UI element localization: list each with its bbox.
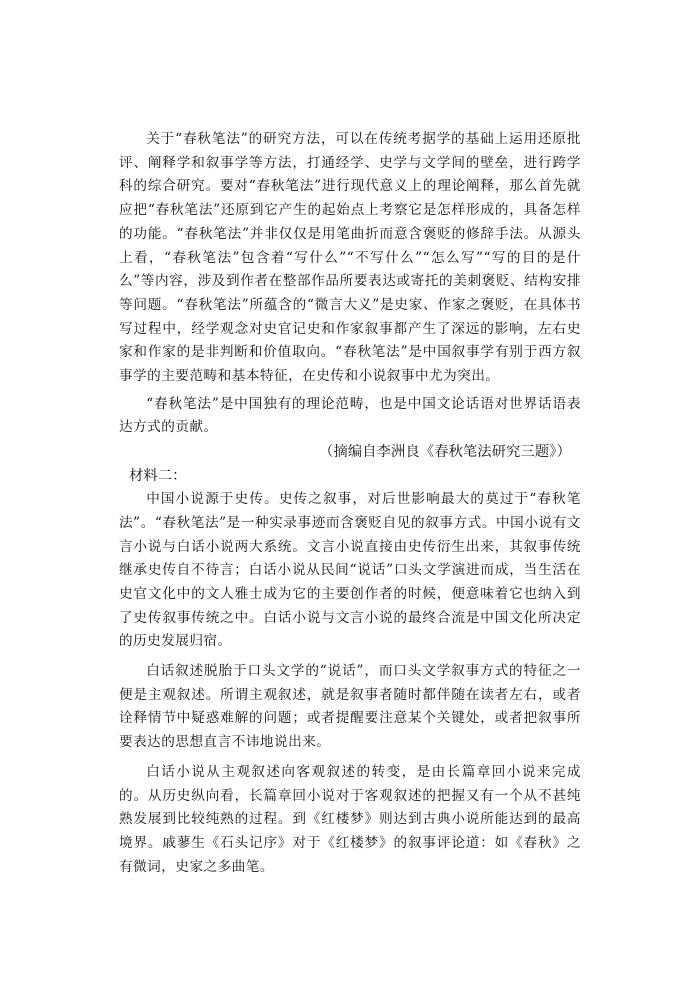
material-one-citation: （摘编自李洲良《春秋笔法研究三题》） [319,444,571,461]
material-two-heading: 材料二： [129,468,187,485]
material-two-paragraph-1: 中国小说源于史传。史传之叙事，对后世影响最大的莫过于“春秋笔法”。“春秋笔法”是一种实录事迹而含褒贬自见的叙事方式。中国小说有文言小说与白话小说两大系统。文言小说直接由史传衍生出来，其叙事传统继承史传自不待言；白话小说从民间“说话”口头文学演进而成，当生活在史官文化中的文人雅士成为它的主要创作者的时候，便意味着它也纳入到了史传叙事传统之中。白话小说与文言小说的最终合流是中国文化所决定的历史发展归宿。 [119,491,581,650]
material-two-paragraph-3: 白话小说从主观叙述向客观叙述的转变，是由长篇章回小说来完成的。从历史纵向看，长篇章回小说对于客观叙述的把握又有一个从不甚纯熟发展到比较纯熟的过程。到《红楼梦》则达到古典小说所能达到的最高境界。戚蓼生《石头记序》对于《红楼梦》的叙事评论道：如《春秋》之有微词，史家之多曲笔。 [119,763,581,875]
material-one-paragraph-2: “春秋笔法”是中国独有的理论范畴，也是中国文论话语对世界话语表达方式的贡献。 [119,395,581,436]
document-page [119,128,581,879]
material-two-paragraph-2: 白话叙述脱胎于口头文学的“说话”，而口头文学叙事方式的特征之一便是主观叙述。所谓主观叙述，就是叙事者随时都伴随在读者左右，或者诠释情节中疑惑难解的问题；或者提醒要注意某个关键处，或者把叙事所要表达的思想直言不讳地说出来。 [119,663,581,751]
material-one-paragraph-1: 关于“春秋笔法”的研究方法，可以在传统考据学的基础上运用还原批评、阐释学和叙事学等方法，打通经学、史学与文学间的壁垒，进行跨学科的综合研究。要对“春秋笔法”进行现代意义上的理论阐释，那么首先就应把“春秋笔法”还原到它产生的起始点上考察它是怎样形成的，具备怎样的功能。“春秋笔法”并非仅仅是用笔曲折而意含褒贬的修辞手法。从源头上看，“春秋笔法”包含着“写什么”“不写什么”“怎么写”“写的目的是什么”等内容，涉及到作者在整部作品所要表达或寄托的美刺褒贬、结构安排等问题。“春秋笔法”所蕴含的“微言大义”是史家、作家之褒贬，在具体书写过程中，经学观念对史官记史和作家叙事都产生了深远的影响，左右史家和作家的是非判断和价值取向。“春秋笔法”是中国叙事学有别于西方叙事学的主要范畴和基本特征，在史传和小说叙事中尤为突出。 [119,131,581,385]
